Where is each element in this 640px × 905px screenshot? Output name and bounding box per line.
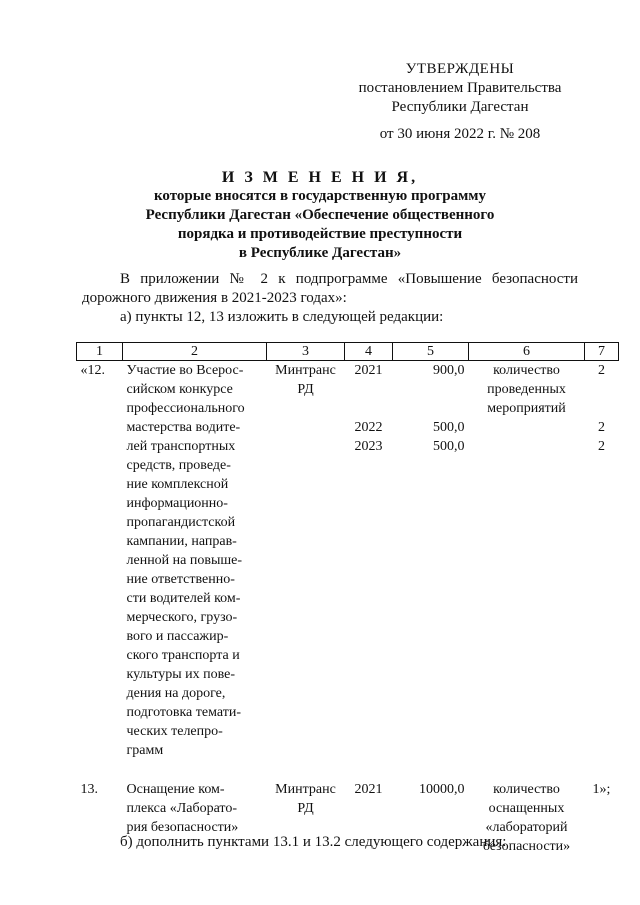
approval-line-1: постановлением Правительства <box>358 80 562 96</box>
header-cell: 2 <box>123 343 267 361</box>
amount-cell: 500,0 <box>433 420 465 435</box>
executor-line: РД <box>297 801 314 816</box>
value-cell: 1»; <box>592 782 611 797</box>
row-amounts <box>393 361 469 761</box>
description-line: Участие во Всерос- <box>126 363 244 378</box>
header-cell: 7 <box>585 343 619 361</box>
amount-cell: 10000,0 <box>419 782 465 797</box>
approval-title: УТВЕРЖДЕНЫ <box>405 61 515 77</box>
executor-line: Минтранс <box>275 782 336 797</box>
description-line: профессионального <box>126 401 245 416</box>
amount-cell: 900,0 <box>433 363 465 378</box>
intro-paragraph-1: В приложении № 2 к подпрограмме «Повышение безопасности дорожного движения в 2021-2023 годах»: <box>82 271 578 306</box>
row-indicator <box>469 361 585 761</box>
description-line: грамм <box>126 743 164 758</box>
description-line: рия безопасности» <box>126 820 239 835</box>
value-cell: 2 <box>598 439 605 454</box>
description-line: ческих телепро- <box>126 724 223 739</box>
row-years <box>345 361 393 761</box>
row-values <box>585 361 619 761</box>
row-description <box>123 361 267 761</box>
description-line: Оснащение ком- <box>126 782 225 797</box>
footer-text: б) дополнить пунктами 13.1 и 13.2 следующего содержания: <box>120 834 507 850</box>
indicator-line: «лабораторий <box>485 820 568 835</box>
description-line: мерческого, грузо- <box>126 610 238 625</box>
description-line: ние ответственно- <box>126 572 235 587</box>
indicator-line: безопасности» <box>482 839 571 854</box>
intro-text <box>82 270 578 327</box>
row-executor <box>267 361 345 761</box>
year-cell: 2022 <box>354 420 383 435</box>
header-cell: 5 <box>393 343 469 361</box>
executor-line: РД <box>297 382 314 397</box>
amount-cell: 500,0 <box>433 439 465 454</box>
description-line: информационно- <box>126 496 228 511</box>
value-cell: 2 <box>598 420 605 435</box>
description-line: лей транспортных <box>126 439 236 454</box>
description-line: ленной на повыше- <box>126 553 243 568</box>
header-cell: 4 <box>345 343 393 361</box>
description-line: средств, проведе- <box>126 458 231 473</box>
description-line: мастерства водите- <box>126 420 241 435</box>
description-line: ние комплексной <box>126 477 229 492</box>
header-cell: 6 <box>469 343 585 361</box>
row-number: «12. <box>80 363 105 378</box>
indicator-line: количество <box>493 782 560 797</box>
indicator-line: количество <box>493 363 560 378</box>
year-cell: 2021 <box>354 363 383 378</box>
description-line: вого и пассажир- <box>126 629 229 644</box>
description-line: дения на дороге, <box>126 686 226 701</box>
row-number: 13. <box>80 782 98 797</box>
heading-line-2: Республики Дагестан «Обеспечение общественного <box>145 207 495 223</box>
description-line: сти водителей ком- <box>126 591 241 606</box>
approval-block <box>350 60 570 144</box>
intro-paragraph-2: а) пункты 12, 13 изложить в следующей редакции: <box>120 309 444 325</box>
header-cell: 3 <box>267 343 345 361</box>
table-header-row <box>77 343 619 361</box>
changes-table <box>76 342 619 856</box>
description-line: пропагандистской <box>126 515 236 530</box>
executor-line: Минтранс <box>275 363 336 378</box>
heading-title: И З М Е Н Е Н И Я, <box>221 169 419 186</box>
description-line: ского транспорта и <box>126 648 240 663</box>
description-line: кампании, направ- <box>126 534 237 549</box>
heading-line-1: которые вносятся в государственную программу <box>153 188 487 204</box>
indicator-line: оснащенных <box>488 801 565 816</box>
description-line: культуры их пове- <box>126 667 236 682</box>
document-heading <box>110 168 530 263</box>
year-cell: 2021 <box>354 782 383 797</box>
description-line: сийском конкурсе <box>126 382 233 397</box>
approval-date: от 30 июня 2022 г. № 208 <box>379 126 541 142</box>
header-cell: 1 <box>77 343 123 361</box>
description-line: плекса «Лаборато- <box>126 801 238 816</box>
table-spacer-row <box>77 760 619 780</box>
indicator-line: мероприятий <box>487 401 566 416</box>
table-row <box>77 361 619 761</box>
heading-line-4: в Республике Дагестан» <box>238 245 402 261</box>
year-cell: 2023 <box>354 439 383 454</box>
description-line: подготовка темати- <box>126 705 241 720</box>
value-cell: 2 <box>598 363 605 378</box>
approval-line-2: Республики Дагестан <box>391 99 529 115</box>
indicator-line: проведенных <box>487 382 566 397</box>
heading-line-3: порядка и противодействие преступности <box>177 226 463 242</box>
